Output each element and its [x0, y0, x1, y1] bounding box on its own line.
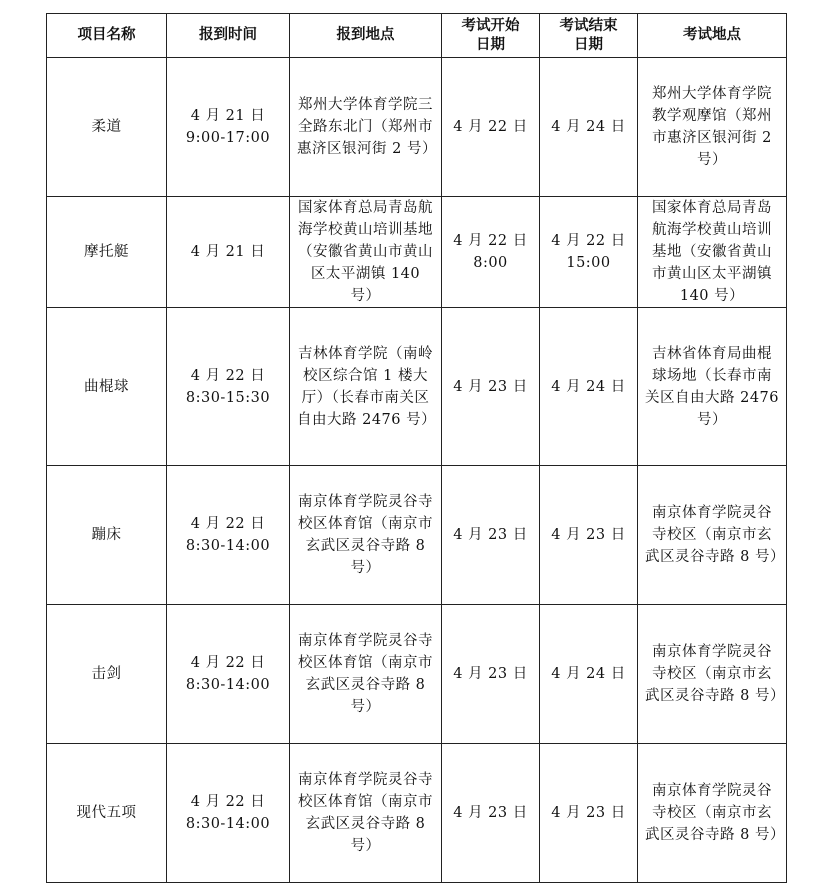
cell-project: 蹦床	[47, 466, 167, 605]
cell-checkin-place: 郑州大学体育学院三全路东北门（郑州市惠济区银河街 2 号）	[290, 58, 442, 197]
cell-exam-end: 4 月 23 日	[540, 744, 638, 883]
cell-project: 击剑	[47, 605, 167, 744]
table-row	[47, 605, 787, 744]
cell-exam-place: 南京体育学院灵谷寺校区（南京市玄武区灵谷寺路 8 号）	[638, 605, 787, 744]
cell-exam-end: 4 月 24 日	[540, 605, 638, 744]
cell-checkin-place: 吉林体育学院（南岭校区综合馆 1 楼大厅）（长春市南关区自由大路 2476 号）	[290, 308, 442, 466]
header-checkin-place: 报到地点	[290, 14, 442, 58]
cell-checkin-place: 南京体育学院灵谷寺校区体育馆（南京市玄武区灵谷寺路 8 号）	[290, 744, 442, 883]
cell-exam-place: 南京体育学院灵谷寺校区（南京市玄武区灵谷寺路 8 号）	[638, 744, 787, 883]
cell-project: 现代五项	[47, 744, 167, 883]
cell-checkin-time: 4 月 22 日 8:30-15:30	[167, 308, 290, 466]
cell-exam-start: 4 月 23 日	[442, 466, 540, 605]
cell-project: 柔道	[47, 58, 167, 197]
cell-exam-end: 4 月 23 日	[540, 466, 638, 605]
header-checkin-time: 报到时间	[167, 14, 290, 58]
header-row	[47, 14, 787, 58]
cell-checkin-time: 4 月 21 日	[167, 197, 290, 308]
cell-checkin-time: 4 月 22 日 8:30-14:00	[167, 605, 290, 744]
table-row	[47, 308, 787, 466]
cell-exam-place: 南京体育学院灵谷寺校区（南京市玄武区灵谷寺路 8 号）	[638, 466, 787, 605]
cell-exam-end: 4 月 22 日 15:00	[540, 197, 638, 308]
cell-exam-place: 吉林省体育局曲棍球场地（长春市南关区自由大路 2476 号）	[638, 308, 787, 466]
table-row	[47, 58, 787, 197]
cell-exam-start: 4 月 22 日	[442, 58, 540, 197]
header-exam-place: 考试地点	[638, 14, 787, 58]
cell-project: 曲棍球	[47, 308, 167, 466]
header-exam-end: 考试结束 日期	[540, 14, 638, 58]
cell-checkin-place: 南京体育学院灵谷寺校区体育馆（南京市玄武区灵谷寺路 8 号）	[290, 466, 442, 605]
cell-checkin-time: 4 月 21 日 9:00-17:00	[167, 58, 290, 197]
cell-exam-start: 4 月 23 日	[442, 308, 540, 466]
cell-checkin-time: 4 月 22 日 8:30-14:00	[167, 466, 290, 605]
cell-checkin-place: 南京体育学院灵谷寺校区体育馆（南京市玄武区灵谷寺路 8 号）	[290, 605, 442, 744]
cell-project: 摩托艇	[47, 197, 167, 308]
table-row	[47, 197, 787, 308]
cell-exam-start: 4 月 23 日	[442, 744, 540, 883]
header-project: 项目名称	[47, 14, 167, 58]
cell-exam-end: 4 月 24 日	[540, 58, 638, 197]
header-exam-start: 考试开始 日期	[442, 14, 540, 58]
cell-checkin-place: 国家体育总局青岛航海学校黄山培训基地（安徽省黄山市黄山区太平湖镇 140 号）	[290, 197, 442, 308]
cell-checkin-time: 4 月 22 日 8:30-14:00	[167, 744, 290, 883]
cell-exam-start: 4 月 22 日 8:00	[442, 197, 540, 308]
exam-schedule-table	[46, 13, 787, 883]
table-row	[47, 466, 787, 605]
cell-exam-start: 4 月 23 日	[442, 605, 540, 744]
cell-exam-end: 4 月 24 日	[540, 308, 638, 466]
cell-exam-place: 郑州大学体育学院教学观摩馆（郑州市惠济区银河街 2 号）	[638, 58, 787, 197]
table-row	[47, 744, 787, 883]
cell-exam-place: 国家体育总局青岛航海学校黄山培训基地（安徽省黄山市黄山区太平湖镇 140 号）	[638, 197, 787, 308]
